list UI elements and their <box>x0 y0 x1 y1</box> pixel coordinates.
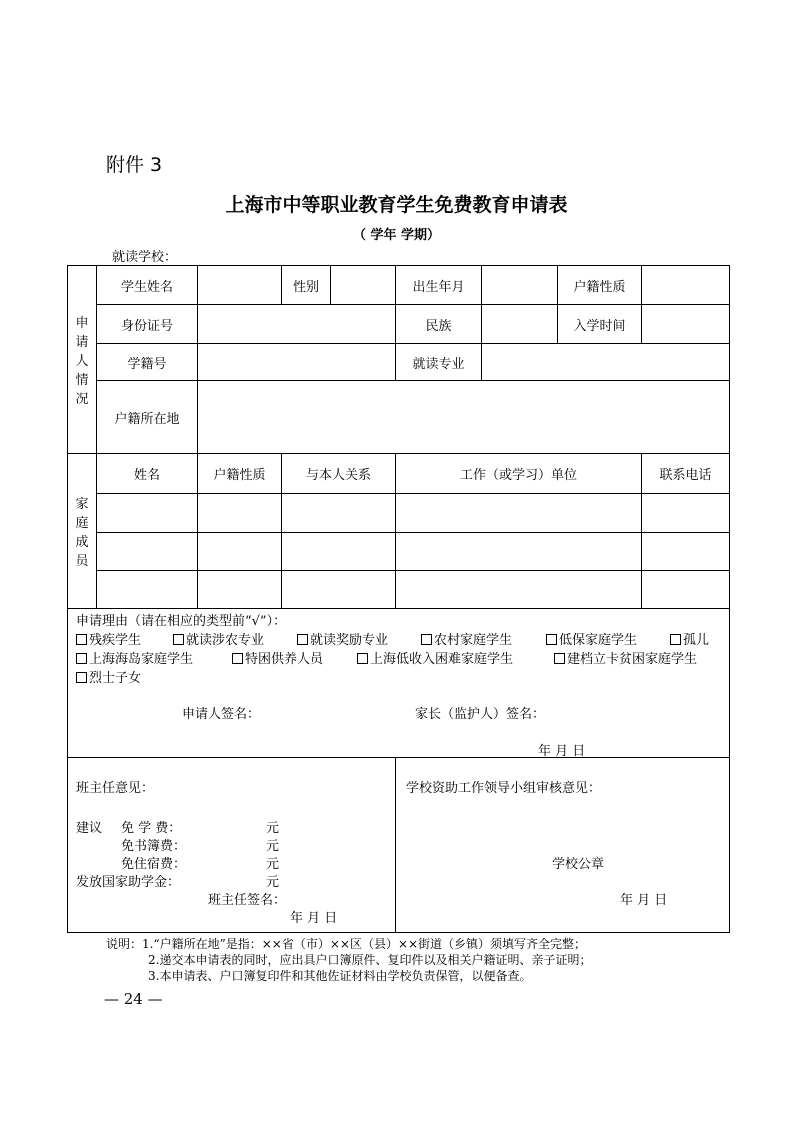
school-review-label: 学校资助工作领导小组审核意见： <box>406 781 602 796</box>
family-section-label: 家庭成员 <box>75 497 89 569</box>
checkbox-icon <box>297 634 308 645</box>
family-header-relation: 与本人关系 <box>305 468 371 483</box>
school-seal-label: 学校公章 <box>552 857 605 872</box>
option-rural-family[interactable]: 农村家庭学生 <box>421 629 512 648</box>
hukou-type-field[interactable] <box>642 266 729 304</box>
option-reward-major[interactable]: 就读奖励专业 <box>297 629 388 648</box>
applicant-signature-label: 申请人签名： <box>182 707 261 722</box>
academic-term: （ 学年 学期） <box>352 228 441 243</box>
reason-label: 申请理由（请在相应的类型前“√”）： <box>76 614 287 629</box>
student-name-label: 学生姓名 <box>120 279 173 295</box>
family-header-hukou: 户籍性质 <box>213 468 266 483</box>
lodging-label: 免住宿费： <box>121 857 187 872</box>
option-low-income-subsidy[interactable]: 低保家庭学生 <box>546 629 637 648</box>
tuition-yuan: 元 <box>266 821 280 836</box>
option-disabled[interactable]: 残疾学生 <box>76 629 141 648</box>
checkbox-icon <box>173 634 184 645</box>
form-title: 上海市中等职业教育学生免费教育申请表 <box>225 194 568 216</box>
lodging-yuan: 元 <box>266 857 280 872</box>
grant-label: 发放国家助学金： <box>76 875 181 890</box>
checkbox-icon <box>421 634 432 645</box>
checkbox-icon <box>546 634 557 645</box>
note-2: 2.递交本申请表的同时，应出具户口簿原件、复印件以及相关户籍证明、亲子证明； <box>148 953 592 967</box>
option-special-support[interactable]: 特困供养人员 <box>232 648 323 667</box>
family-header-workplace: 工作（或学习）单位 <box>459 468 577 483</box>
family-row-1[interactable] <box>97 494 729 532</box>
birth-label: 出生年月 <box>412 279 465 295</box>
note-1: 说明：1.“户籍所在地”是指：××省（市）××区（县）××街道（乡镇）须填写齐全完整； <box>106 937 587 951</box>
ethnicity-field[interactable] <box>482 305 557 343</box>
checkbox-icon <box>357 653 368 664</box>
enroll-time-field[interactable] <box>642 305 729 343</box>
hukou-type-label: 户籍性质 <box>573 279 626 295</box>
major-field[interactable] <box>482 344 729 380</box>
reason-date: 年 月 日 <box>538 744 586 759</box>
hukou-location-field[interactable] <box>198 381 729 453</box>
checkbox-icon <box>76 634 87 645</box>
suggest-label: 建议 <box>76 821 103 836</box>
tuition-label: 免 学 费： <box>121 821 182 836</box>
ethnicity-label: 民族 <box>425 318 452 334</box>
page-number: — 24 — <box>104 990 163 1008</box>
student-no-label: 学籍号 <box>127 356 167 372</box>
option-agriculture-major[interactable]: 就读涉农专业 <box>173 629 264 648</box>
hukou-location-label: 户籍所在地 <box>114 411 180 427</box>
family-header-phone: 联系电话 <box>659 468 712 483</box>
student-no-field[interactable] <box>198 344 395 380</box>
checkbox-icon <box>76 653 87 664</box>
gender-label: 性别 <box>292 279 319 295</box>
school-review-date: 年 月 日 <box>620 893 668 908</box>
grant-yuan: 元 <box>266 875 280 890</box>
student-name-field[interactable] <box>198 266 281 304</box>
option-martyr-children[interactable]: 烈士子女 <box>76 667 141 686</box>
family-row-2[interactable] <box>97 533 729 570</box>
checkbox-icon <box>670 634 681 645</box>
enroll-time-label: 入学时间 <box>573 318 626 334</box>
family-header-name: 姓名 <box>133 468 160 483</box>
books-label: 免书簿费： <box>121 839 187 854</box>
option-registered-poverty[interactable]: 建档立卡贫困家庭学生 <box>554 648 697 667</box>
attachment-label: 附件 3 <box>106 154 163 176</box>
option-island-family[interactable]: 上海海岛家庭学生 <box>76 648 193 667</box>
id-number-label: 身份证号 <box>120 318 173 334</box>
checkbox-icon <box>76 672 87 683</box>
option-orphan[interactable]: 孤儿 <box>670 629 709 648</box>
teacher-date: 年 月 日 <box>290 911 338 926</box>
note-3: 3.本申请表、户口簿复印件和其他佐证材料由学校负责保管，以便备查。 <box>148 969 532 983</box>
checkbox-icon <box>554 653 565 664</box>
id-number-field[interactable] <box>198 305 395 343</box>
family-row-3[interactable] <box>97 571 729 608</box>
teacher-signature-label: 班主任签名： <box>208 893 287 908</box>
birth-field[interactable] <box>482 266 557 304</box>
gender-field[interactable] <box>331 266 395 304</box>
school-label: 就读学校： <box>112 250 178 265</box>
major-label: 就读专业 <box>412 356 465 372</box>
books-yuan: 元 <box>266 839 280 854</box>
checkbox-icon <box>232 653 243 664</box>
applicant-section-label: 申请人情况 <box>75 316 89 407</box>
guardian-signature-label: 家长（监护人）签名： <box>415 707 546 722</box>
option-shanghai-low-income[interactable]: 上海低收入困难家庭学生 <box>357 648 513 667</box>
teacher-opinion-label: 班主任意见： <box>76 781 155 796</box>
